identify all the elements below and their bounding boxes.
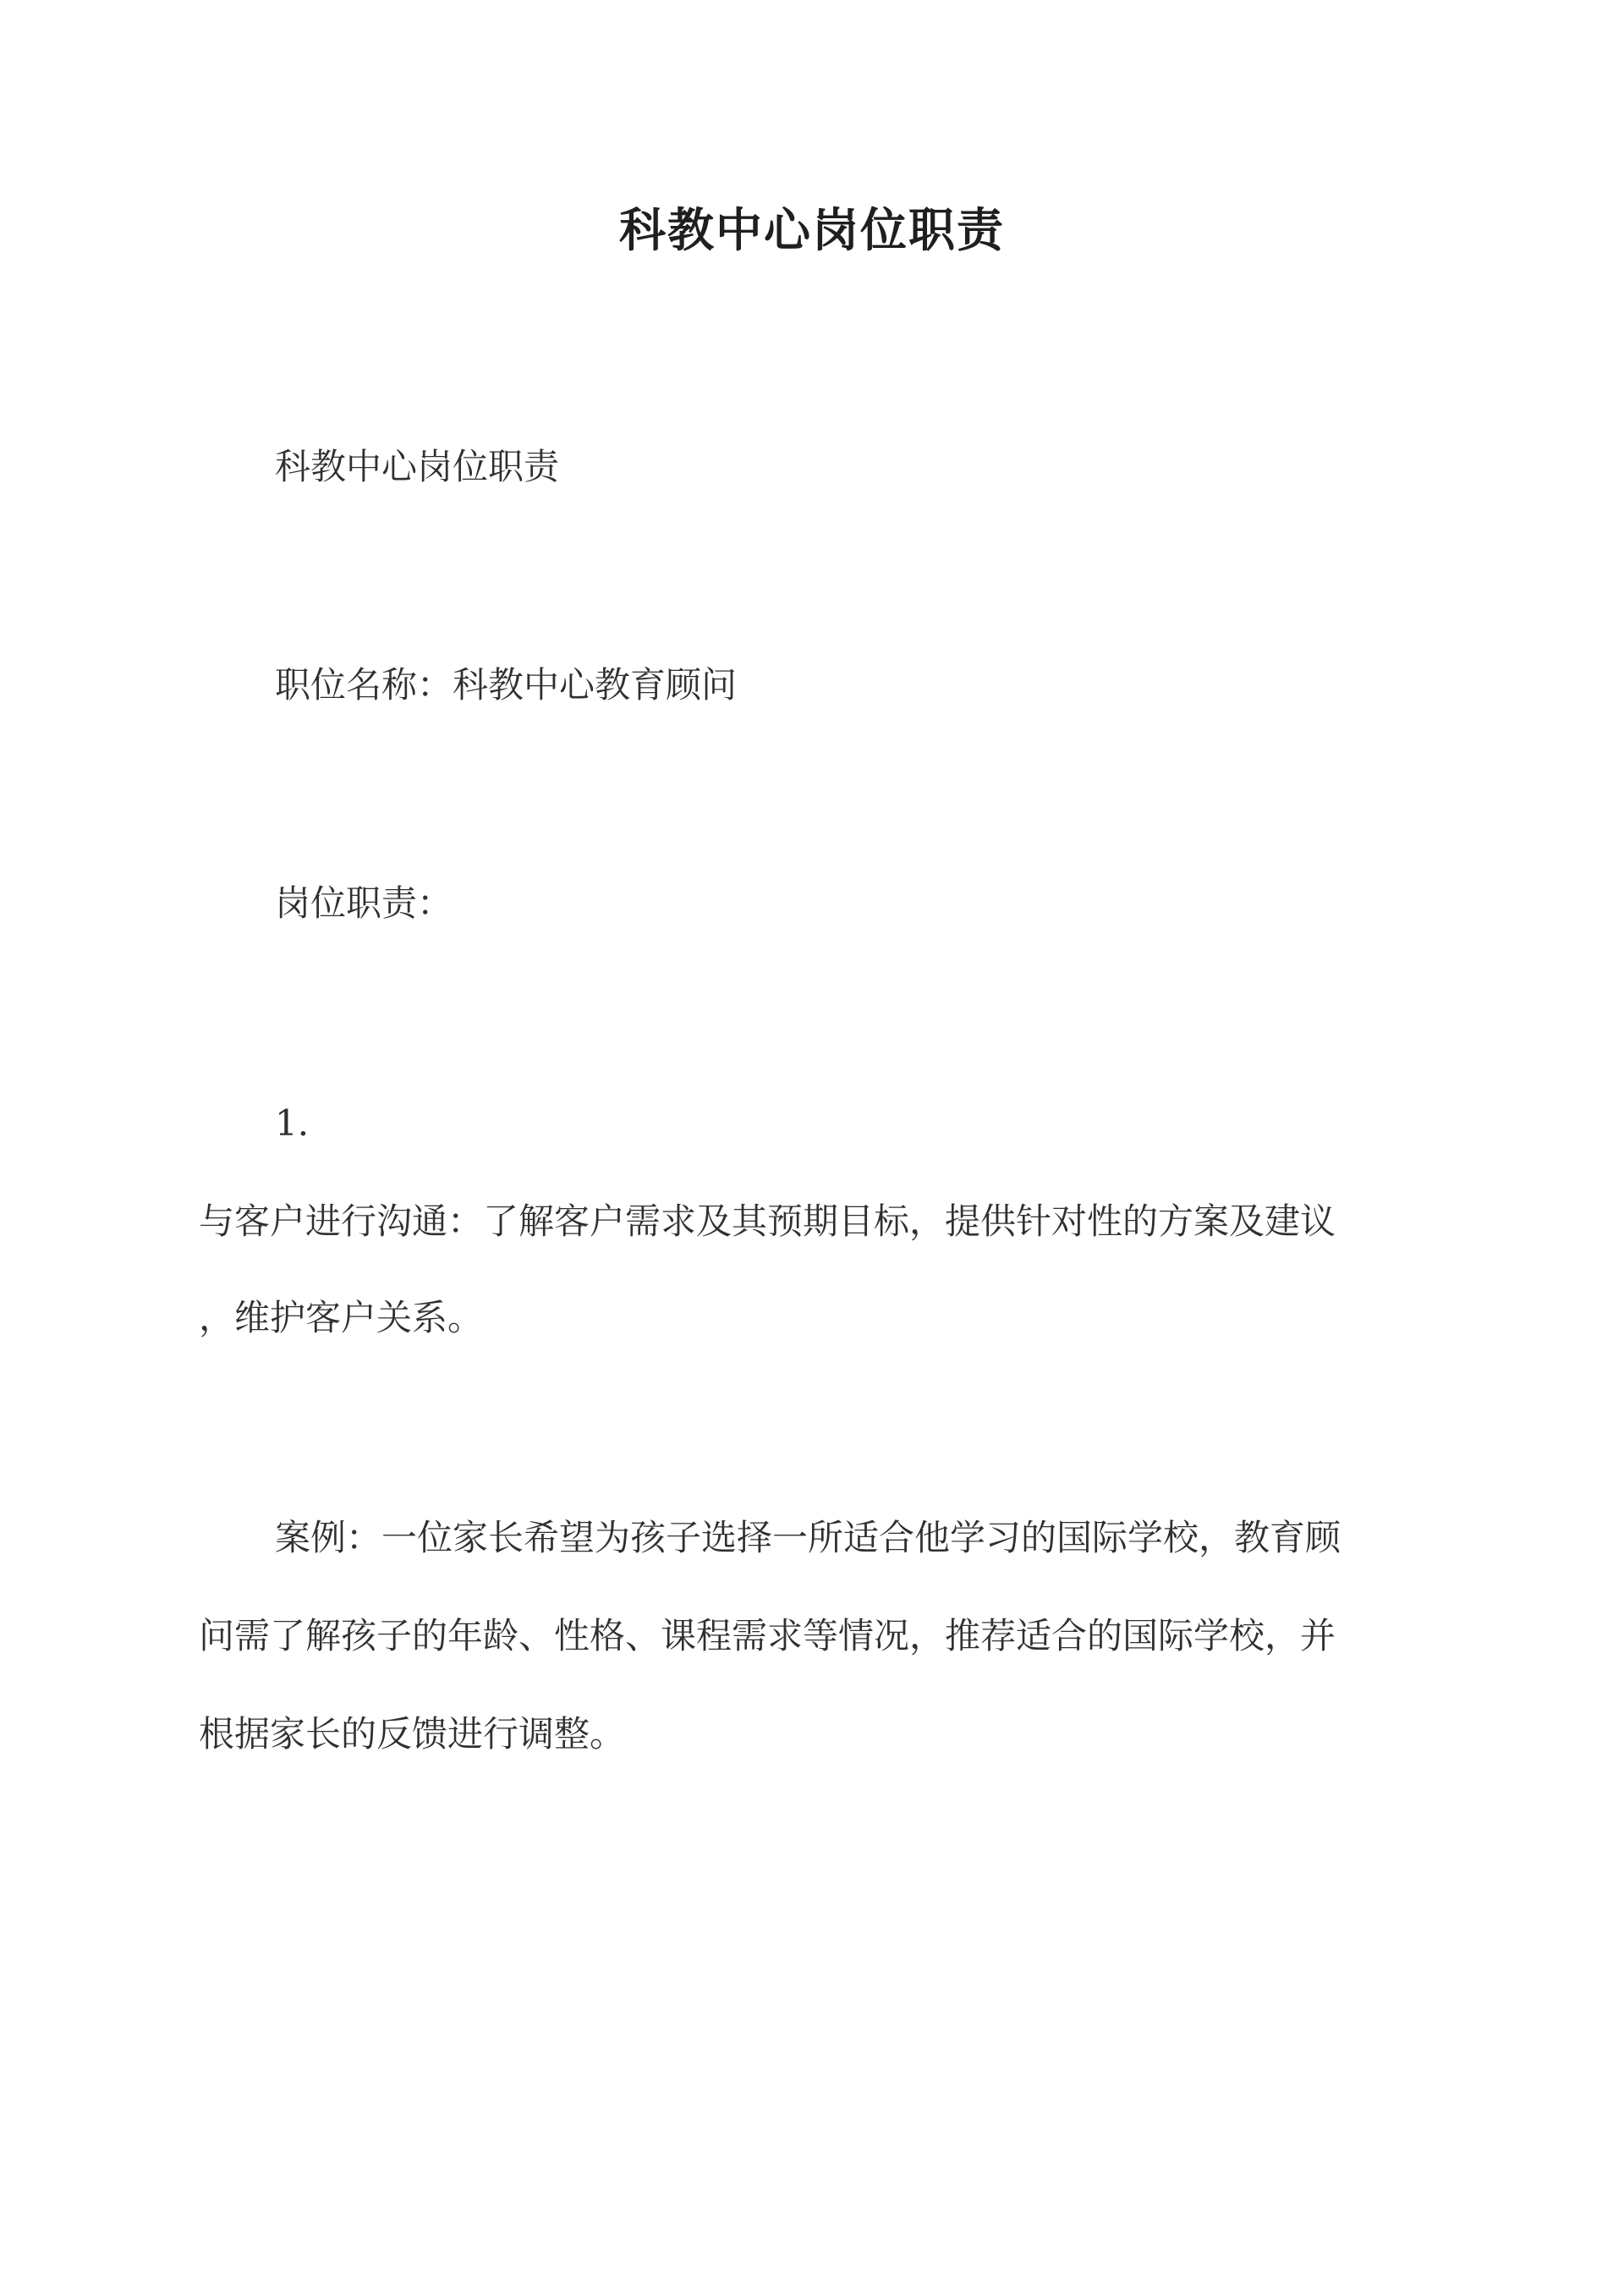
document-title: 科教中心岗位职责 xyxy=(618,202,1005,257)
duties-heading: 岗位职责： xyxy=(275,882,453,924)
example-text-line: 案例：一位家长希望为孩子选择一所适合他学习的国际学校，教育顾 xyxy=(275,1517,1341,1558)
example-text-line: 问需了解孩子的年龄、性格、课程需求等情况，推荐适合的国际学校，并 xyxy=(199,1615,1336,1656)
item-text-line: ，维护客户关系。 xyxy=(199,1297,484,1338)
example-text-line: 根据家长的反馈进行调整。 xyxy=(199,1713,626,1755)
item-number: 1. xyxy=(275,1102,310,1144)
section-heading: 科教中心岗位职责 xyxy=(275,446,560,487)
item-text-line: 与客户进行沟通：了解客户需求及其预期目标，提供针对性的方案及建议 xyxy=(199,1200,1336,1242)
position-name: 职位名称：科教中心教育顾问 xyxy=(275,664,738,706)
